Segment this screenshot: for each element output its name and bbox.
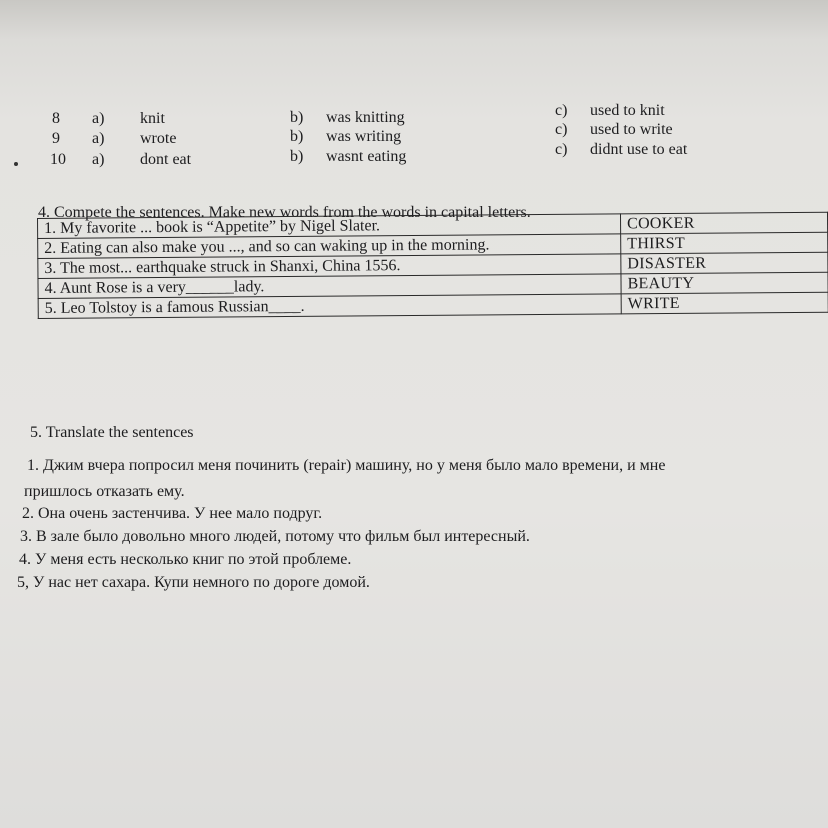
option-b-letter: b): [290, 128, 304, 145]
option-b-text: wasnt eating: [326, 148, 407, 165]
sentence-cell: 5. Leo Tolstoy is a famous Russian____.: [38, 294, 621, 319]
translation-line: 1. Джим вчера попросил меня починить (repair) машину, но у меня было мало времени, и мне: [27, 457, 666, 474]
exercise-4-title: 4. Compete the sentences. Make new words from the words in capital letters.: [38, 204, 531, 221]
capital-word-cell: WRITE: [621, 292, 828, 314]
capital-word-cell: DISASTER: [621, 252, 828, 274]
exercise-4-table: [37, 212, 828, 319]
option-b-letter: b): [290, 109, 304, 126]
option-c-text: used to knit: [590, 102, 665, 119]
translation-line: пришлось отказать ему.: [24, 483, 185, 500]
option-a-text: wrote: [140, 130, 177, 147]
option-a-text: dont eat: [140, 151, 192, 168]
translation-line: 4. У меня есть несколько книг по этой проблеме.: [19, 551, 352, 568]
option-a-letter: a): [92, 130, 105, 147]
stray-mark: [14, 162, 18, 166]
option-c-text: didnt use to eat: [590, 141, 688, 158]
translation-line: 3. В зале было довольно много людей, потому что фильм был интересный.: [20, 528, 530, 545]
option-c-letter: c): [555, 102, 568, 119]
option-number: 10: [50, 151, 66, 168]
sentence-cell: 3. The most... earthquake struck in Shanxi, China 1556.: [38, 254, 621, 279]
sentence-cell: 1. My favorite ... book is “Appetite” by Nigel Slater.: [38, 214, 621, 239]
option-a-letter: a): [92, 110, 105, 127]
capital-word-cell: THIRST: [621, 232, 828, 254]
option-a-letter: a): [92, 151, 105, 168]
option-c-letter: c): [555, 121, 568, 138]
option-number: 8: [52, 110, 60, 127]
capital-word-cell: BEAUTY: [621, 272, 828, 294]
exercise-5-title: 5. Translate the sentences: [30, 424, 194, 441]
sentence-cell: 4. Aunt Rose is a very______lady.: [38, 274, 621, 299]
translation-line: 5, У нас нет сахара. Купи немного по дороге домой.: [17, 574, 370, 591]
option-b-text: was writing: [326, 128, 402, 145]
option-number: 9: [52, 130, 60, 147]
capital-word-cell: COOKER: [620, 212, 827, 234]
option-b-letter: b): [290, 148, 304, 165]
sentence-cell: 2. Eating can also make you ..., and so can waking up in the morning.: [38, 234, 621, 259]
translation-line: 2. Она очень застенчива. У нее мало подруг.: [22, 505, 323, 522]
option-c-letter: c): [555, 141, 568, 158]
option-b-text: was knitting: [326, 109, 405, 126]
option-a-text: knit: [140, 110, 165, 127]
option-c-text: used to write: [590, 121, 673, 138]
